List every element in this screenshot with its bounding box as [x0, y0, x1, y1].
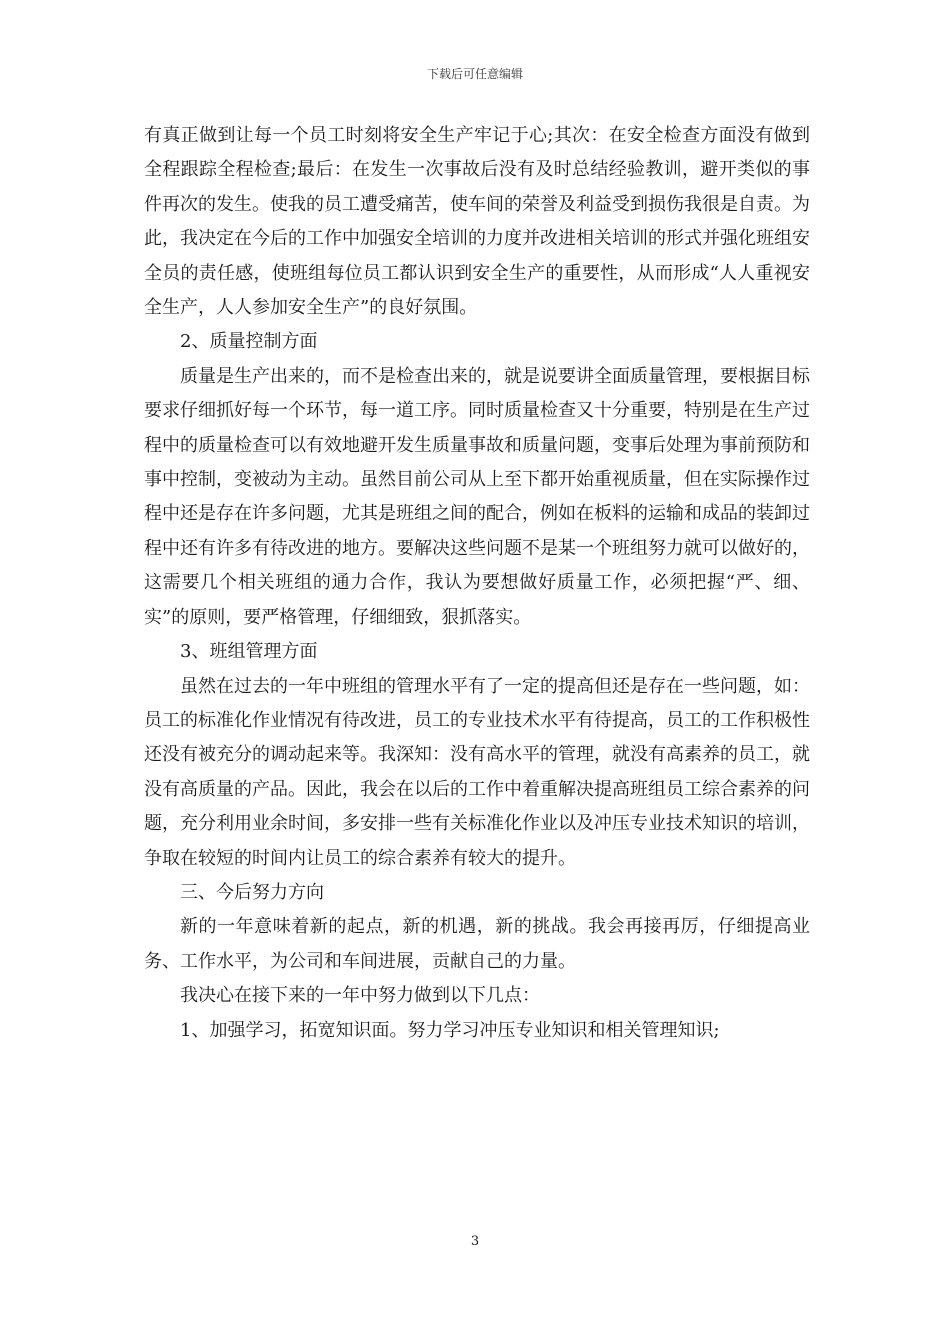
paragraph-team-management: 虽然在过去的一年中班组的管理水平有了一定的提高但还是存在一些问题，如：员工的标准化作业情况有待改进，员工的专业技术水平有待提高，员工的工作积极性还没有被充分的调动起来等。我深知：没有高水平的管理，就没有高素养的员工，就没有高质量的产品。因此，我会在以后的工作中着重解决提高班组员工综合素养的问题，充分利用业余时间，多安排一些有关标准化作业以及冲压专业技术知识的培训，争取在较短的时间内让员工的综合素养有较大的提升。: [144, 675, 810, 869]
section-heading-quality-control: 2、质量控制方面: [180, 331, 318, 353]
page-number: 3: [470, 1234, 480, 1249]
paragraph-quality-control: 质量是生产出来的，而不是检查出来的，就是说要讲全面质量管理，要根据目标要求仔细抓好每一个环节，每一道工序。同时质量检查又十分重要，特别是在生产过程中的质量检查可以有效地避开发生质量事故和质量问题，变事后处理为事前预防和事中控制，变被动为主动。虽然目前公司从上至下都开始重视质量，但在实际操作过程中还是存在许多问题，尤其是班组之间的配合，例如在板料的运输和成品的装卸过程中还有许多有待改进的地方。要解决这些问题不是某一个班组努力就可以做好的，这需要几个相关班组的通力合作，我认为要想做好质量工作，必须把握“严、细、实”的原则，要严格管理，仔细细致，狠抓落实。: [144, 365, 810, 628]
section-heading-future-direction: 三、今后努力方向: [180, 881, 324, 903]
section-heading-team-management: 3、班组管理方面: [180, 641, 318, 663]
paragraph-resolution-intro: 我决心在接下来的一年中努力做到以下几点：: [180, 985, 540, 1007]
document-body: [144, 119, 810, 1048]
page-header: 下载后可任意编辑: [426, 67, 523, 81]
paragraph-future-direction: 新的一年意味着新的起点，新的机遇，新的挑战。我会再接再厉，仔细提高业务、工作水平，为公司和车间进展，贡献自己的力量。: [144, 916, 810, 972]
paragraph-safety-continued: 有真正做到让每一个员工时刻将安全生产牢记于心;其次：在安全检查方面没有做到全程跟踪全程检查;最后：在发生一次事故后没有及时总结经验教训，避开类似的事件再次的发生。使我的员工遭受痛苦，使车间的荣誉及利益受到损伤我很是自责。为此，我决定在今后的工作中加强安全培训的力度并改进相关培训的形式并强化班组安全员的责任感，使班组每位员工都认识到安全生产的重要性，从而形成“人人重视安全生产，人人参加安全生产”的良好氛围。: [144, 125, 810, 319]
list-item-resolution-1: 1、加强学习，拓宽知识面。努力学习冲压专业知识和相关管理知识;: [180, 1019, 720, 1041]
